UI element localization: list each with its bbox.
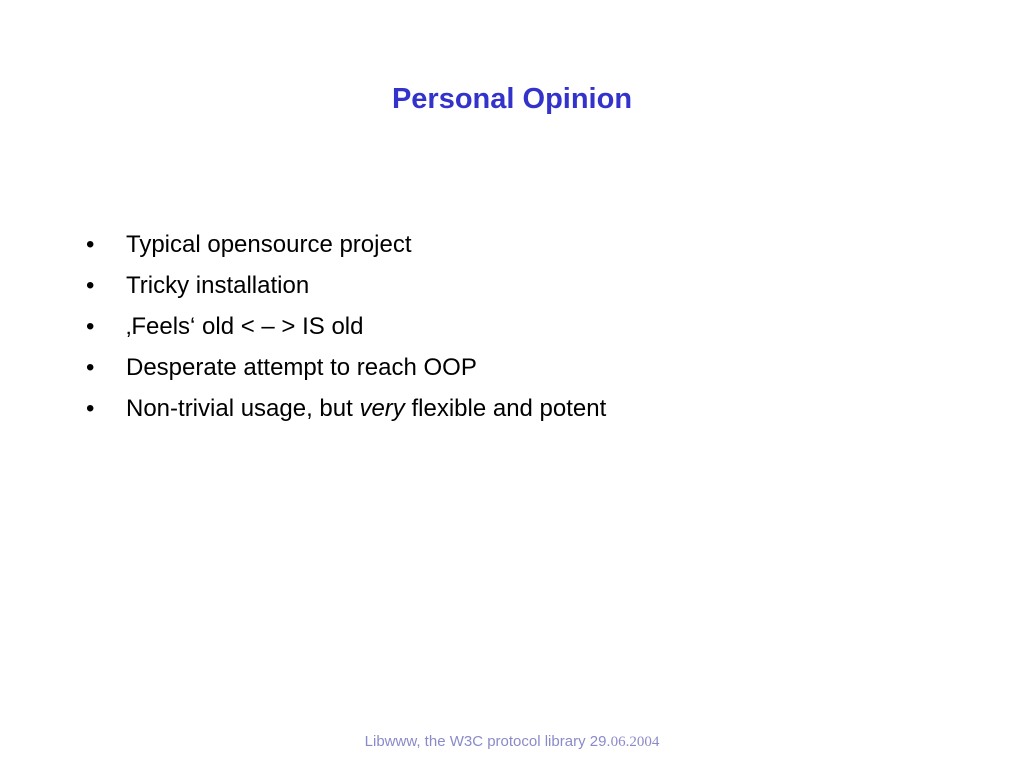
slide-title: Personal Opinion	[391, 83, 633, 115]
bullet-item	[86, 347, 606, 388]
bullet-item	[86, 388, 606, 429]
bullet-text: Tricky installation	[126, 272, 310, 299]
bullet-text: ‚Feels‘ old < – > IS old	[126, 313, 364, 340]
bullet-item	[86, 306, 606, 347]
footer-text: Libwww, the W3C protocol library 29.	[364, 733, 611, 750]
bullet-list	[86, 224, 606, 429]
bullet-icon: •	[86, 354, 95, 381]
bullet-item	[86, 265, 606, 306]
bullet-text-emphasis: very	[359, 395, 405, 422]
bullet-icon: •	[86, 231, 95, 258]
bullet-text: Typical opensource project	[126, 231, 412, 258]
slide-footer	[0, 732, 1024, 752]
footer-date: 06.2004	[610, 734, 660, 750]
bullet-item	[86, 224, 606, 265]
bullet-icon: •	[86, 395, 95, 422]
bullet-icon: •	[86, 313, 95, 340]
bullet-text-suffix: flexible and potent	[404, 395, 607, 422]
bullet-icon: •	[86, 272, 95, 299]
bullet-text-prefix: Non-trivial usage, but	[126, 395, 360, 422]
bullet-text: Desperate attempt to reach OOP	[126, 354, 477, 381]
